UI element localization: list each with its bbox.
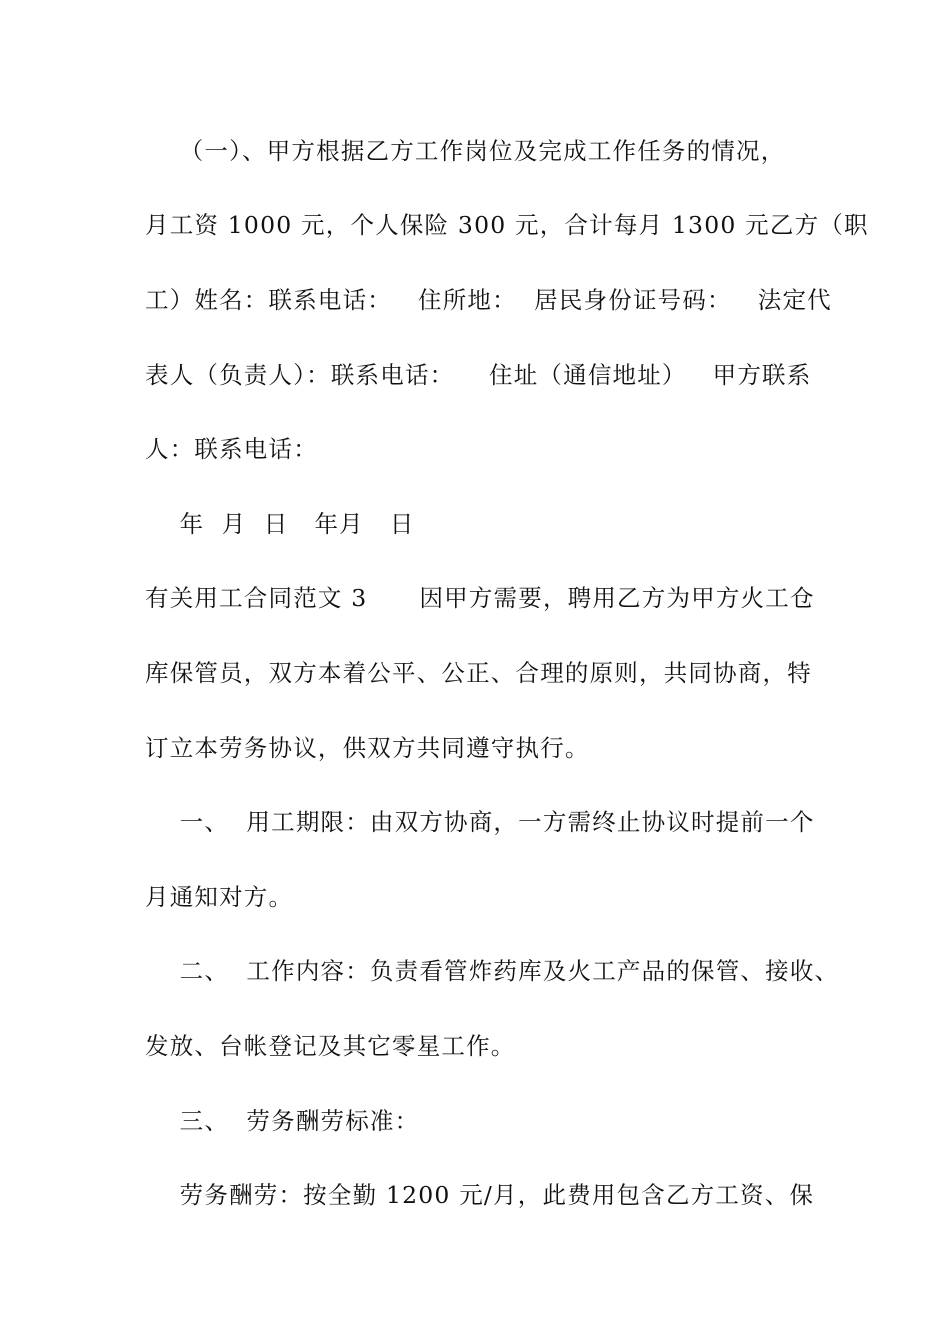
text-line: 订立本劳务协议，供双方共同遵守执行。 [145, 734, 590, 762]
text-line: 有关用工合同范文 3 因甲方需要，聘用乙方为甲方火工仓 [145, 584, 815, 612]
text-line: 表人（负责人）：联系电话： 住址（通信地址） 甲方联系 [145, 361, 812, 389]
text-line: 月通知对方。 [145, 883, 294, 911]
text-line: （一）、甲方根据乙方工作岗位及完成工作任务的情况， [145, 137, 786, 165]
text-line: 工）姓名：联系电话： 住所地： 居民身份证号码： 法定代 [145, 286, 832, 314]
text-line: 库保管员，双方本着公平、公正、合理的原则，共同协商，特 [145, 659, 812, 687]
text-line: 月工资 1000 元，个人保险 300 元，合计每月 1300 元乙方（职 [145, 211, 869, 239]
text-line: 二、 工作内容：负责看管炸药库及火工产品的保管、接收、 [145, 957, 840, 985]
text-line: 年 月 日 年月 日 [145, 510, 415, 538]
text-line: 人：联系电话： [145, 435, 318, 463]
text-line: 发放、台帐登记及其它零星工作。 [145, 1032, 516, 1060]
text-line: 劳务酬劳：按全勤 1200 元/月，此费用包含乙方工资、保 [145, 1181, 815, 1209]
text-line: 三、 劳务酬劳标准： [145, 1107, 420, 1135]
text-line: 一、 用工期限：由双方协商，一方需终止协议时提前一个 [145, 808, 815, 836]
